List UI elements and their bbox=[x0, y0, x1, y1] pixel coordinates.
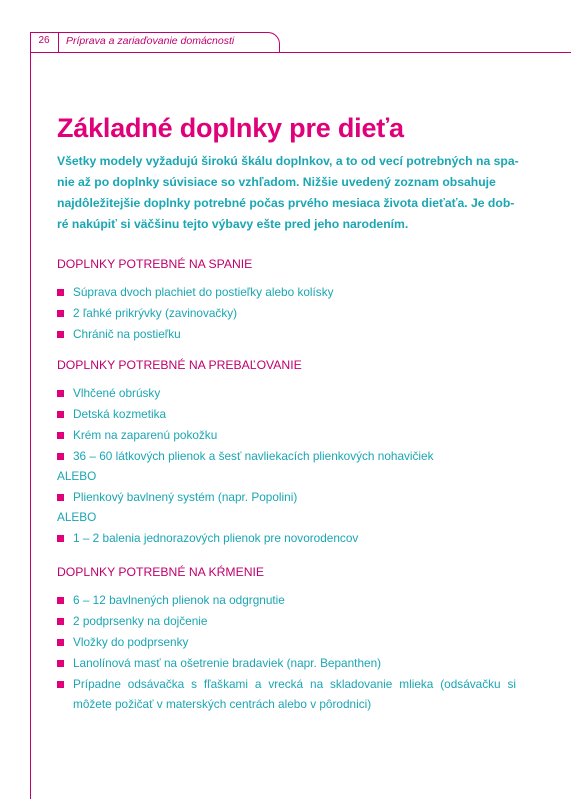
list-item-text: Vlhčené obrúsky bbox=[73, 386, 161, 400]
list-item-text: Plienkový bavlnený systém (napr. Popolini) bbox=[73, 490, 298, 504]
running-header-title: Príprava a zariaďovanie domácnosti bbox=[66, 35, 235, 47]
list-item-text: 2 podprsenky na dojčenie bbox=[73, 614, 208, 628]
list-item bbox=[57, 386, 537, 406]
header-divider bbox=[58, 32, 59, 52]
list-item-text: Lanolínová masť na ošetrenie bradaviek (napr. Bepanthen) bbox=[73, 656, 382, 670]
square-bullet-icon bbox=[57, 535, 64, 542]
square-bullet-icon bbox=[57, 597, 64, 604]
square-bullet-icon bbox=[57, 660, 64, 667]
page-number: 26 bbox=[38, 35, 50, 46]
page-title: Základné doplnky pre dieťa bbox=[57, 113, 404, 143]
intro-line: ré nakúpiť si väčšinu tejto výbavy ešte pred jeho narodením. bbox=[57, 217, 409, 231]
page-frame-left bbox=[30, 32, 31, 799]
list-item bbox=[57, 614, 537, 634]
section-title-sleeping: DOPLNKY POTREBNÉ NA SPANIE bbox=[57, 257, 253, 271]
square-bullet-icon bbox=[57, 453, 64, 460]
list-item-text: Chránič na postieľku bbox=[73, 327, 181, 341]
list-item bbox=[57, 306, 537, 326]
list-item-text: Prípadne odsávačka s fľaškami a vrecká na skladovanie mlieka (odsávačku si môžete požičať v materských centrách alebo v pôrodnici) bbox=[73, 677, 516, 711]
section-title-feeding: DOPLNKY POTREBNÉ NA KŔMENIE bbox=[57, 565, 265, 579]
page-frame-top bbox=[30, 52, 571, 53]
list-item bbox=[57, 490, 537, 510]
square-bullet-icon bbox=[57, 411, 64, 418]
square-bullet-icon bbox=[57, 289, 64, 296]
list-item-text: Súprava dvoch plachiet do postieľky alebo kolísky bbox=[73, 285, 334, 299]
list-item bbox=[57, 407, 537, 427]
list-item-text: Vložky do podprsenky bbox=[73, 635, 189, 649]
list-item bbox=[57, 635, 537, 655]
list-item bbox=[57, 449, 537, 469]
intro-line: Všetky modely vyžadujú širokú škálu doplnkov, a to od vecí potrebných na spa- bbox=[57, 154, 519, 168]
list-item-text: 6 – 12 bavlnených plienok na odgrgnutie bbox=[73, 593, 285, 607]
list-item bbox=[57, 428, 537, 448]
intro-paragraph bbox=[57, 151, 519, 235]
intro-line: najdôležitejšie doplnky potrebné počas prvého mesiaca života dieťaťa. Je dob- bbox=[57, 196, 515, 210]
alternative-separator: ALEBO bbox=[57, 469, 97, 483]
square-bullet-icon bbox=[57, 618, 64, 625]
list-item-text: Detská kozmetika bbox=[73, 407, 167, 421]
square-bullet-icon bbox=[57, 432, 64, 439]
intro-line: nie až po doplnky súvisiace so vzhľadom. Nižšie uvedený zoznam obsahuje bbox=[57, 175, 496, 189]
square-bullet-icon bbox=[57, 681, 64, 688]
list-item bbox=[57, 656, 537, 676]
list-item bbox=[57, 285, 537, 305]
list-item-text: Krém na zaparenú pokožku bbox=[73, 428, 218, 442]
square-bullet-icon bbox=[57, 390, 64, 397]
list-item bbox=[57, 327, 537, 347]
list-item bbox=[57, 677, 537, 717]
section-title-changing: DOPLNKY POTREBNÉ NA PREBAĽOVANIE bbox=[57, 358, 302, 372]
square-bullet-icon bbox=[57, 639, 64, 646]
alternative-separator: ALEBO bbox=[57, 510, 97, 524]
square-bullet-icon bbox=[57, 331, 64, 338]
square-bullet-icon bbox=[57, 494, 64, 501]
list-item bbox=[57, 593, 537, 613]
list-item-text: 1 – 2 balenia jednorazových plienok pre novorodencov bbox=[73, 531, 359, 545]
list-item bbox=[57, 531, 537, 551]
square-bullet-icon bbox=[57, 310, 64, 317]
list-item-text: 2 ľahké prikrývky (zavinovačky) bbox=[73, 306, 238, 320]
list-item-text: 36 – 60 látkových plienok a šesť navliekacích plienkových nohavičiek bbox=[73, 449, 434, 463]
